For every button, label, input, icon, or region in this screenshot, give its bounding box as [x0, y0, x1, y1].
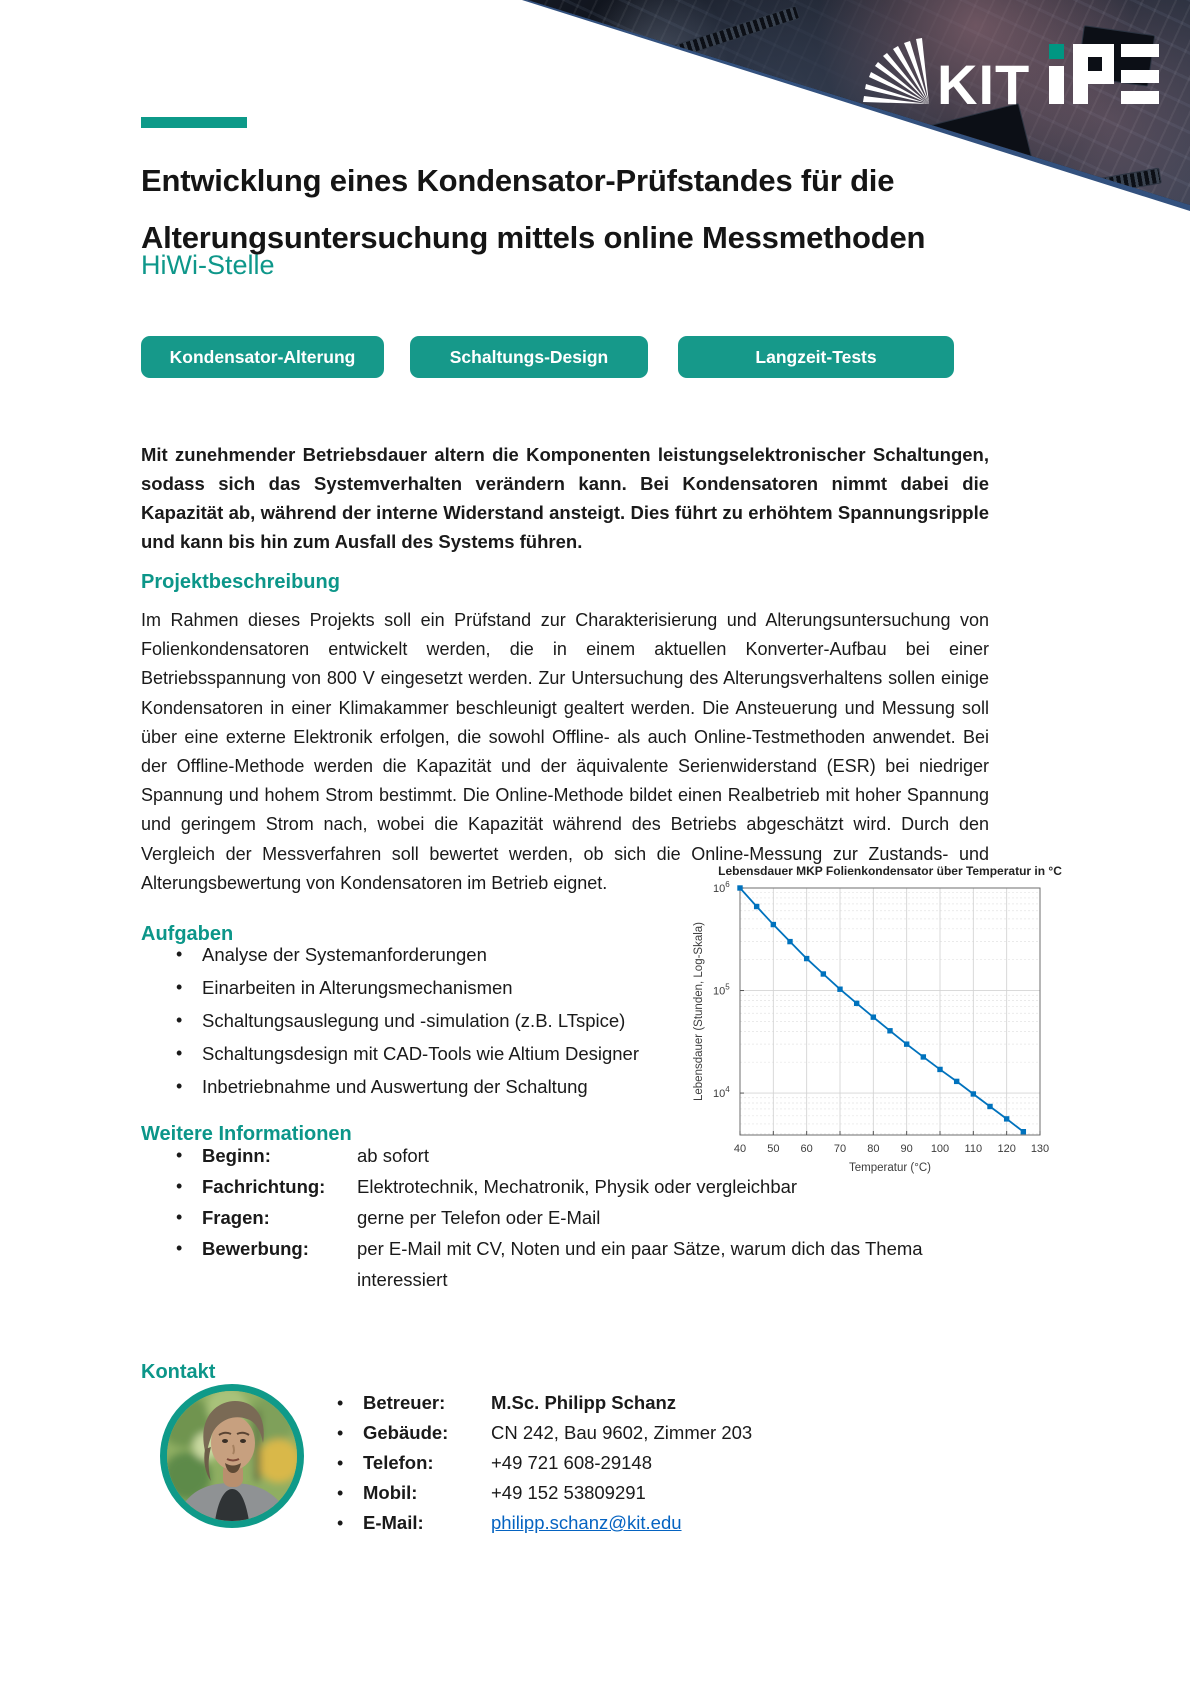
contact-building: CN 242, Bau 9602, Zimmer 203: [491, 1422, 753, 1443]
section-heading-aufgaben: Aufgaben: [141, 922, 234, 945]
svg-text:Lebensdauer MKP Folienkondensa: Lebensdauer MKP Folienkondensator über Temperatur in °C: [718, 864, 1062, 878]
contact-photo-image: [167, 1391, 297, 1521]
list-item: [176, 938, 646, 971]
position-type-subtitle: HiWi-Stelle: [141, 250, 275, 280]
list-item: [176, 1202, 986, 1233]
list-item: [176, 1140, 986, 1171]
svg-text:80: 80: [867, 1143, 880, 1155]
contact-label: Betreuer:: [363, 1392, 446, 1413]
svg-text:120: 120: [997, 1143, 1016, 1155]
aufgabe-text: Analyse der Systemanforderungen: [202, 944, 487, 965]
list-item: [176, 1070, 646, 1103]
info-value: gerne per Telefon oder E-Mail: [357, 1207, 601, 1228]
bullet-icon: •: [176, 1145, 183, 1165]
list-item: [337, 1508, 1037, 1538]
aufgabe-text: Inbetriebnahme und Auswertung der Schaltung: [202, 1076, 588, 1097]
aufgaben-list: [176, 938, 646, 1103]
svg-text:Lebensdauer (Stunden, Log-Skal: Lebensdauer (Stunden, Log-Skala): [693, 921, 705, 1102]
page-title: Entwicklung eines Kondensator-Prüfstandes für die Alterungsuntersuchung mittels online Messmethoden: [141, 162, 926, 255]
kit-logo-text: KIT: [937, 53, 1031, 110]
list-item: [176, 971, 646, 1004]
tag-kondensator-alterung[interactable]: Kondensator-Alterung: [141, 336, 384, 378]
section-heading-kontakt: Kontakt: [141, 1360, 216, 1383]
info-label: Beginn:: [202, 1145, 271, 1166]
weitere-informationen-list: [176, 1140, 986, 1295]
lifetime-chart-svg: [650, 855, 1150, 1185]
contact-supervisor-name: M.Sc. Philipp Schanz: [491, 1392, 677, 1413]
section-heading-projektbeschreibung: Projektbeschreibung: [141, 570, 340, 593]
aufgabe-text: Schaltungsdesign mit CAD-Tools wie Altium Designer: [202, 1043, 639, 1064]
contact-label: E-Mail:: [363, 1512, 424, 1533]
bullet-icon: •: [176, 977, 183, 997]
svg-text:104: $10^4$: [713, 1085, 730, 1101]
bullet-icon: •: [337, 1453, 344, 1473]
bullet-icon: •: [176, 1043, 183, 1063]
bullet-icon: •: [337, 1393, 344, 1413]
info-label: Fachrichtung:: [202, 1176, 326, 1197]
bullet-icon: •: [337, 1423, 344, 1443]
bullet-icon: •: [337, 1513, 344, 1533]
bullet-icon: •: [176, 1207, 183, 1227]
tag-schaltungs-design[interactable]: Schaltungs-Design: [410, 336, 648, 378]
contact-label: Telefon:: [363, 1452, 434, 1473]
list-item: [337, 1478, 1037, 1508]
kit-fan-icon: [863, 38, 929, 104]
svg-text:100: 100: [930, 1143, 950, 1155]
bullet-icon: •: [176, 944, 183, 964]
list-item: [176, 1171, 986, 1202]
contact-phone: +49 721 608-29148: [491, 1452, 652, 1473]
svg-text:50: 50: [767, 1143, 780, 1155]
svg-text:130: 130: [1030, 1143, 1050, 1155]
tag-row: [0, 336, 1190, 378]
accent-bar: [141, 117, 247, 128]
lifetime-chart: [650, 855, 1150, 1185]
contact-mobile: +49 152 53809291: [491, 1482, 646, 1503]
bullet-icon: •: [176, 1076, 183, 1096]
info-label: Fragen:: [202, 1207, 270, 1228]
svg-text:70: 70: [833, 1143, 847, 1155]
aufgabe-text: Schaltungsauslegung und -simulation (z.B. LTspice): [202, 1010, 626, 1031]
bullet-icon: •: [337, 1483, 344, 1503]
svg-text:110: 110: [964, 1143, 983, 1155]
bullet-icon: •: [176, 1176, 183, 1196]
tag-langzeit-tests[interactable]: Langzeit-Tests: [678, 336, 954, 378]
list-item: [176, 1004, 646, 1037]
info-value: per E-Mail mit CV, Noten und ein paar Sätze, warum dich das Thema interessiert: [357, 1238, 923, 1290]
svg-text:60: 60: [800, 1143, 813, 1155]
kit-ipe-logo: [853, 28, 1163, 110]
svg-text:106: $10^6$: [713, 880, 730, 895]
list-item: [176, 1037, 646, 1070]
contact-label: Gebäude:: [363, 1422, 449, 1443]
projekt-body-paragraph: Im Rahmen dieses Projekts soll ein Prüfstand zur Charakterisierung und Alterungsuntersuchung von Folienkondensatoren entwickelt werden, die in einem aktuellen Konverter-Aufbau bei einer Betriebsspannung von 800 V eingesetzt werden. Zur Untersuchung des Alterungsverhaltens sollen einige Kondensatoren in einer Klimakammer beschleunigt gealtert werden. Die Ansteuerung und Messung soll über eine externe Elektronik erfolgen, die sowohl Offline- als auch Online-Testmethoden anwendet. Bei der Offline-Methode werden die Kapazität und der äquivalente Serienwiderstand (ESR) bei niedriger Spannung und hohem Strom bestimmt. Die Online-Methode bildet einen Realbetrieb mit hoher Spannung und geringem Strom nach, wobei die Kapazität während des Betriebs abgeschätzt wird. Durch den Vergleich der Messverfahren soll bewertet werden, ob sich die Online-Messung zur Zustands- und Alterungsbewertung von Kondensatoren im Betrieb eignet.: [141, 610, 989, 893]
ipe-logo: [1049, 44, 1159, 104]
svg-text:105: $10^5$: [713, 982, 730, 998]
contact-label: Mobil:: [363, 1482, 418, 1503]
section-heading-weitere-informationen: Weitere Informationen: [141, 1122, 352, 1145]
svg-text:40: 40: [733, 1143, 747, 1155]
info-value: ab sofort: [357, 1145, 429, 1166]
info-value: Elektrotechnik, Mechatronik, Physik oder vergleichbar: [357, 1176, 798, 1197]
contact-photo: [160, 1384, 304, 1528]
bullet-icon: •: [176, 1010, 183, 1030]
kontakt-list: [337, 1388, 1037, 1538]
contact-email-link[interactable]: philipp.schanz@kit.edu: [491, 1512, 682, 1533]
aufgabe-text: Einarbeiten in Alterungsmechanismen: [202, 977, 513, 998]
info-label: Bewerbung:: [202, 1238, 309, 1259]
intro-paragraph: Mit zunehmender Betriebsdauer altern die Komponenten leistungselektronischer Schaltungen, sodass sich das Systemverhalten verändern kann. Bei Kondensatoren nimmt dabei die Kapazität ab, während der interne Widerstand ansteigt. Dies führt zu erhöhtem Spannungsripple und kann bis hin zum Ausfall des Systems führen.: [141, 443, 989, 552]
svg-text:90: 90: [900, 1143, 913, 1155]
list-item: [337, 1418, 1037, 1448]
bullet-icon: •: [176, 1238, 183, 1258]
svg-text:Temperatur (°C): Temperatur (°C): [849, 1162, 931, 1174]
list-item: [337, 1448, 1037, 1478]
circuit-pins: [642, 5, 800, 68]
list-item: [337, 1388, 1037, 1418]
list-item: [176, 1233, 986, 1295]
